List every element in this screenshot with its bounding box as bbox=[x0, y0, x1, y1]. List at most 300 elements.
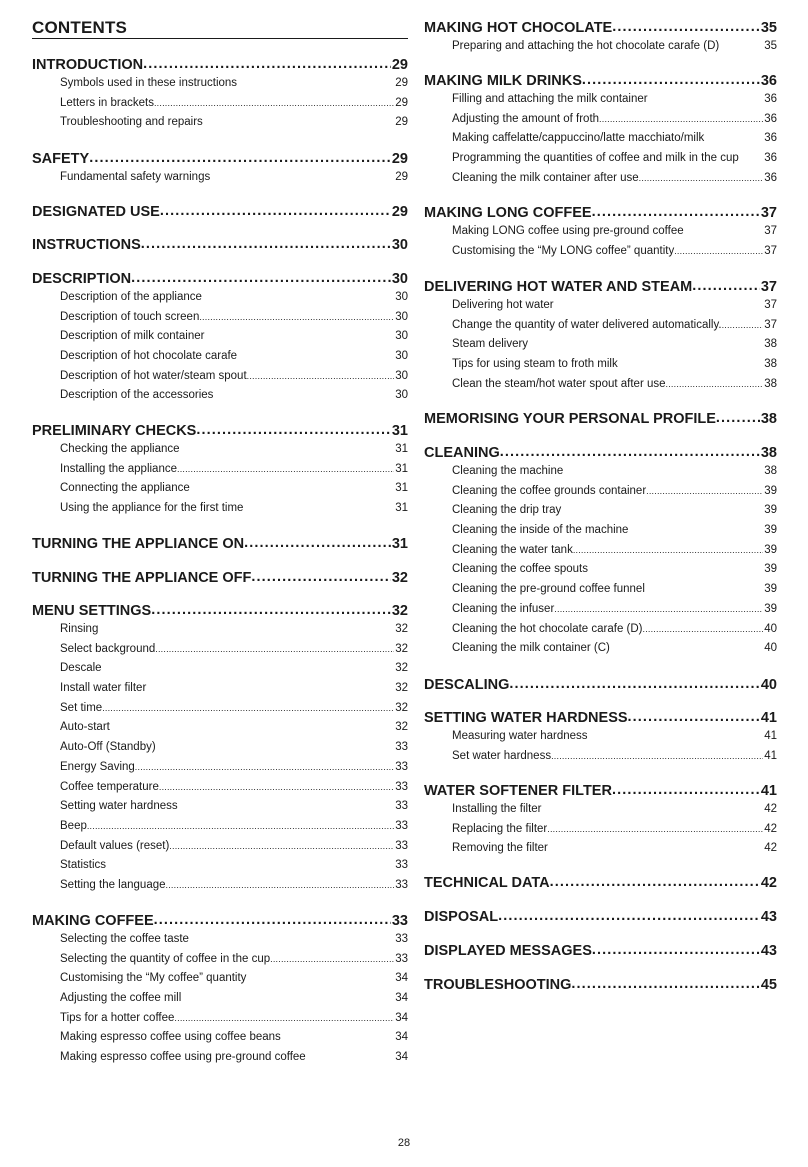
toc-entry[interactable] bbox=[32, 74, 408, 94]
entry-label: Cleaning the drip tray bbox=[452, 504, 562, 517]
entry-label: Programming the quantities of coffee and milk in the cup bbox=[452, 152, 739, 165]
toc-entry[interactable] bbox=[424, 169, 777, 189]
toc-heading[interactable] bbox=[32, 201, 408, 221]
dot-leader bbox=[571, 974, 759, 989]
toc-entry[interactable] bbox=[32, 327, 408, 347]
dot-leader bbox=[178, 798, 395, 810]
dot-leader bbox=[573, 541, 763, 553]
toc-section-safety bbox=[32, 148, 408, 188]
dot-leader bbox=[110, 719, 394, 731]
toc-entry[interactable] bbox=[424, 747, 777, 767]
dot-leader bbox=[87, 817, 394, 829]
toc-section-making-long-coffee bbox=[424, 202, 777, 261]
page-ref: 32 bbox=[395, 682, 408, 695]
toc-section-menu-settings bbox=[32, 600, 408, 896]
dot-leader bbox=[102, 699, 394, 711]
entry-label: Cleaning the inside of the machine bbox=[452, 524, 629, 537]
page-ref: 33 bbox=[391, 912, 408, 929]
dot-leader bbox=[628, 707, 760, 722]
toc-entry[interactable] bbox=[424, 316, 777, 336]
dot-leader bbox=[180, 441, 395, 453]
entry-label: Set time bbox=[60, 701, 103, 714]
dot-leader bbox=[692, 276, 760, 291]
toc-entry[interactable] bbox=[32, 778, 408, 798]
page-ref: 31 bbox=[391, 535, 408, 552]
toc-heading[interactable] bbox=[32, 268, 408, 288]
section-heading-label: INSTRUCTIONS bbox=[32, 236, 141, 253]
toc-entry[interactable] bbox=[424, 110, 777, 130]
page-ref: 36 bbox=[764, 132, 777, 145]
dot-leader bbox=[213, 387, 394, 399]
dot-leader bbox=[704, 130, 763, 142]
dot-leader bbox=[237, 75, 394, 87]
toc-entry[interactable] bbox=[424, 580, 777, 600]
dot-leader bbox=[561, 502, 763, 514]
entry-label: Making LONG coffee using pre-ground coffee bbox=[452, 225, 684, 237]
dot-leader bbox=[306, 1049, 395, 1061]
toc-entry[interactable] bbox=[32, 930, 408, 950]
page-ref: 37 bbox=[764, 225, 777, 237]
toc-section-troubleshooting bbox=[424, 974, 777, 994]
page-ref: 29 bbox=[395, 96, 408, 109]
toc-heading[interactable] bbox=[424, 17, 777, 37]
dot-leader bbox=[554, 600, 763, 612]
page-ref: 30 bbox=[391, 270, 408, 287]
dot-leader bbox=[154, 94, 394, 106]
toc-entry[interactable] bbox=[424, 800, 777, 820]
section-heading-label: SETTING WATER HARDNESS bbox=[424, 709, 628, 726]
dot-leader bbox=[643, 620, 764, 632]
entry-label: Cleaning the machine bbox=[452, 465, 564, 477]
page-ref: 39 bbox=[764, 583, 777, 596]
toc-heading[interactable] bbox=[424, 780, 777, 800]
dot-leader bbox=[281, 1029, 394, 1041]
entry-label: Clean the steam/hot water spout after use bbox=[452, 377, 666, 390]
entry-label: Change the quantity of water delivered automatically. bbox=[452, 318, 722, 331]
toc-heading[interactable] bbox=[32, 148, 408, 168]
entry-label: Connecting the appliance bbox=[60, 482, 190, 495]
toc-heading[interactable] bbox=[32, 420, 408, 440]
dot-leader bbox=[247, 367, 395, 379]
entry-label: Cleaning the milk container (C) bbox=[452, 642, 610, 655]
dot-leader bbox=[588, 561, 763, 573]
section-heading-label: MAKING MILK DRINKS bbox=[424, 72, 582, 89]
toc-entry[interactable] bbox=[424, 727, 777, 747]
dot-leader bbox=[645, 581, 763, 593]
dot-leader bbox=[550, 872, 760, 887]
toc-section-descaling bbox=[424, 674, 777, 694]
toc-heading[interactable] bbox=[424, 906, 777, 926]
dot-leader bbox=[154, 910, 391, 925]
page-ref: 41 bbox=[760, 709, 777, 726]
page-ref: 30 bbox=[395, 310, 408, 323]
section-heading-label: DESCALING bbox=[424, 676, 510, 693]
toc-section-water-softener-filter bbox=[424, 780, 777, 859]
entry-label: Cleaning the pre-ground coffee funnel bbox=[452, 583, 645, 596]
page-ref: 29 bbox=[391, 150, 408, 167]
toc-entry[interactable] bbox=[32, 659, 408, 679]
entry-label: Installing the appliance bbox=[60, 462, 177, 475]
toc-entry[interactable] bbox=[424, 375, 777, 395]
toc-heading[interactable] bbox=[32, 54, 408, 74]
entry-label: Rinsing bbox=[60, 623, 99, 635]
entry-label: Letters in brackets bbox=[60, 96, 154, 109]
dot-leader bbox=[166, 876, 395, 888]
toc-heading[interactable] bbox=[32, 600, 408, 620]
page-ref: 38 bbox=[764, 358, 777, 371]
entry-label: Description of milk container bbox=[60, 330, 205, 343]
page-ref: 38 bbox=[764, 377, 777, 390]
dot-leader bbox=[106, 857, 394, 869]
page-ref: 30 bbox=[395, 330, 408, 343]
toc-entry[interactable] bbox=[32, 347, 408, 367]
page-ref: 37 bbox=[764, 299, 777, 311]
entry-label: Auto-Off (Standby) bbox=[60, 741, 156, 754]
page-ref: 45 bbox=[760, 976, 777, 993]
toc-section-making-milk-drinks bbox=[424, 70, 777, 188]
dot-leader bbox=[189, 931, 394, 943]
page-ref: 33 bbox=[395, 780, 408, 793]
toc-entry[interactable] bbox=[32, 797, 408, 817]
toc-entry[interactable] bbox=[32, 386, 408, 406]
toc-entry[interactable] bbox=[424, 482, 777, 502]
toc-entry[interactable] bbox=[32, 876, 408, 896]
page-ref: 29 bbox=[391, 56, 408, 73]
dot-leader bbox=[563, 463, 763, 475]
entry-label: Install water filter bbox=[60, 682, 147, 695]
entry-label: Description of the appliance bbox=[60, 291, 202, 303]
entry-label: Cleaning the hot chocolate carafe (D) bbox=[452, 622, 643, 635]
page-ref: 30 bbox=[395, 350, 408, 363]
toc-entry[interactable] bbox=[32, 367, 408, 387]
entry-label: Steam delivery bbox=[452, 338, 529, 351]
toc-entry[interactable] bbox=[424, 541, 777, 561]
dot-leader bbox=[237, 348, 394, 360]
entry-label: Selecting the quantity of coffee in the cup bbox=[60, 952, 271, 965]
toc-heading[interactable] bbox=[424, 408, 777, 428]
toc-entry[interactable] bbox=[32, 640, 408, 660]
toc-section-making-hot-chocolate bbox=[424, 17, 777, 57]
dot-leader bbox=[251, 567, 390, 582]
toc-entry[interactable] bbox=[424, 521, 777, 541]
section-heading-label: MAKING COFFEE bbox=[32, 912, 154, 929]
toc-entry[interactable] bbox=[424, 222, 777, 242]
dot-leader bbox=[648, 91, 764, 103]
dot-leader bbox=[160, 201, 391, 216]
toc-entry[interactable] bbox=[424, 600, 777, 620]
entry-label: Replacing the filter bbox=[452, 822, 548, 835]
toc-entry[interactable] bbox=[32, 989, 408, 1009]
toc-entry[interactable] bbox=[32, 1009, 408, 1029]
section-heading-label: MAKING HOT CHOCOLATE bbox=[424, 19, 613, 36]
page-ref: 42 bbox=[764, 822, 777, 835]
page-ref: 38 bbox=[760, 444, 777, 461]
dot-leader bbox=[246, 970, 394, 982]
page-ref: 41 bbox=[760, 782, 777, 799]
section-heading-label: MENU SETTINGS bbox=[32, 602, 152, 619]
page-ref: 39 bbox=[764, 563, 777, 576]
toc-heading[interactable] bbox=[32, 533, 408, 553]
section-heading-label: MEMORISING YOUR PERSONAL PROFILE bbox=[424, 410, 716, 427]
toc-entry[interactable] bbox=[424, 90, 777, 110]
toc-section-delivering-hot-water-and-steam bbox=[424, 276, 777, 394]
page-ref: 32 bbox=[395, 662, 408, 675]
page-ref: 29 bbox=[395, 116, 408, 129]
toc-entry[interactable] bbox=[32, 308, 408, 328]
toc-entry[interactable] bbox=[424, 501, 777, 521]
dot-leader bbox=[181, 990, 394, 1002]
section-heading-label: DESIGNATED USE bbox=[32, 203, 160, 220]
page-ref: 38 bbox=[764, 338, 777, 351]
page-ref: 33 bbox=[395, 933, 408, 945]
dot-leader bbox=[612, 780, 760, 795]
toc-entry[interactable] bbox=[32, 168, 408, 188]
page-ref: 37 bbox=[760, 204, 777, 221]
page-ref: 29 bbox=[395, 77, 408, 89]
toc-entry[interactable] bbox=[424, 335, 777, 355]
page-ref: 31 bbox=[391, 422, 408, 439]
entry-label: Cleaning the coffee grounds container bbox=[452, 484, 647, 497]
toc-section-memorising-your-personal-profile bbox=[424, 408, 777, 428]
entry-label: Installing the filter bbox=[452, 803, 542, 815]
entry-label: Filling and attaching the milk container bbox=[452, 93, 648, 105]
toc-section-making-coffee bbox=[32, 910, 408, 1068]
entry-label: Adjusting the amount of froth bbox=[452, 112, 600, 125]
page-ref: 31 bbox=[395, 482, 408, 495]
toc-entry[interactable] bbox=[32, 460, 408, 480]
toc-entry[interactable] bbox=[32, 738, 408, 758]
toc-entry[interactable] bbox=[32, 1028, 408, 1048]
entry-label: Description of hot water/steam spout bbox=[60, 369, 247, 382]
entry-label: Default values (reset) bbox=[60, 839, 170, 852]
section-heading-label: DESCRIPTION bbox=[32, 270, 132, 287]
dot-leader bbox=[89, 148, 391, 163]
dot-leader bbox=[204, 328, 394, 340]
page-ref: 32 bbox=[395, 642, 408, 655]
dot-leader bbox=[102, 660, 395, 672]
entry-label: Making espresso coffee using pre-ground coffee bbox=[60, 1051, 306, 1064]
entry-label: Customising the “My LONG coffee” quantity bbox=[452, 244, 675, 257]
entry-label: Removing the filter bbox=[452, 842, 548, 855]
page-ref: 32 bbox=[391, 569, 408, 586]
page-ref: 39 bbox=[764, 484, 777, 497]
page-ref: 41 bbox=[764, 749, 777, 762]
page-ref: 41 bbox=[764, 730, 777, 742]
toc-section-displayed-messages bbox=[424, 940, 777, 960]
toc-entry[interactable] bbox=[32, 620, 408, 640]
toc-entry[interactable] bbox=[32, 94, 408, 114]
toc-entry[interactable] bbox=[424, 560, 777, 580]
page-ref: 32 bbox=[395, 721, 408, 734]
toc-section-cleaning bbox=[424, 442, 777, 659]
toc-entry[interactable] bbox=[32, 718, 408, 738]
dot-leader bbox=[646, 482, 763, 494]
dot-leader bbox=[151, 600, 391, 615]
entry-label: Making caffelatte/cappuccino/latte macchiato/milk bbox=[452, 132, 705, 145]
entry-label: Troubleshooting and repairs bbox=[60, 116, 203, 129]
dot-leader bbox=[210, 169, 394, 181]
toc-entry[interactable] bbox=[424, 242, 777, 262]
toc-entry[interactable] bbox=[32, 837, 408, 857]
dot-leader bbox=[674, 242, 763, 254]
toc-entry[interactable] bbox=[32, 113, 408, 133]
dot-leader bbox=[135, 758, 394, 770]
page-ref: 32 bbox=[395, 623, 408, 635]
toc-entry[interactable] bbox=[32, 288, 408, 308]
section-heading-label: DISPLAYED MESSAGES bbox=[424, 942, 592, 959]
toc-heading[interactable] bbox=[32, 234, 408, 254]
dot-leader bbox=[498, 906, 760, 921]
entry-label: Adjusting the coffee mill bbox=[60, 992, 182, 1005]
page-ref: 38 bbox=[760, 410, 777, 427]
dot-leader bbox=[169, 837, 394, 849]
section-heading-label: DELIVERING HOT WATER AND STEAM bbox=[424, 278, 693, 295]
toc-entry[interactable] bbox=[424, 37, 777, 57]
dot-leader bbox=[190, 480, 394, 492]
page-ref: 31 bbox=[395, 502, 408, 515]
dot-leader bbox=[739, 150, 763, 162]
page-ref: 40 bbox=[760, 676, 777, 693]
toc-heading[interactable] bbox=[32, 567, 408, 587]
dot-leader bbox=[500, 442, 760, 457]
page-ref: 30 bbox=[395, 389, 408, 402]
page-ref: 33 bbox=[395, 952, 408, 965]
entry-label: Description of touch screen bbox=[60, 310, 200, 323]
toc-entry[interactable] bbox=[32, 856, 408, 876]
dot-leader bbox=[722, 316, 764, 328]
toc-entry[interactable] bbox=[32, 969, 408, 989]
toc-entry[interactable] bbox=[424, 820, 777, 840]
page-ref: 36 bbox=[764, 112, 777, 125]
toc-entry[interactable] bbox=[32, 479, 408, 499]
page-ref: 39 bbox=[764, 504, 777, 517]
dot-leader bbox=[612, 17, 760, 32]
toc-heading[interactable] bbox=[424, 707, 777, 727]
toc-section-introduction bbox=[32, 54, 408, 133]
toc-entry[interactable] bbox=[424, 149, 777, 169]
toc-entry[interactable] bbox=[424, 462, 777, 482]
entry-label: Checking the appliance bbox=[60, 443, 180, 455]
dot-leader bbox=[719, 38, 763, 50]
page-ref: 36 bbox=[764, 93, 777, 105]
page-ref: 34 bbox=[395, 1051, 408, 1064]
page-ref: 34 bbox=[395, 992, 408, 1005]
section-heading-label: TROUBLESHOOTING bbox=[424, 976, 572, 993]
toc-heading[interactable] bbox=[424, 70, 777, 90]
entry-label: Cleaning the coffee spouts bbox=[452, 563, 588, 576]
toc-heading[interactable] bbox=[424, 940, 777, 960]
dot-leader bbox=[156, 739, 395, 751]
entry-label: Selecting the coffee taste bbox=[60, 933, 189, 945]
dot-leader bbox=[203, 114, 394, 126]
page-ref: 35 bbox=[764, 40, 777, 52]
entry-label: Coffee temperature bbox=[60, 780, 159, 793]
toc-heading[interactable] bbox=[32, 910, 408, 930]
dot-leader bbox=[592, 940, 760, 955]
page-ref: 35 bbox=[760, 19, 777, 36]
page-ref: 36 bbox=[760, 72, 777, 89]
page-ref: 43 bbox=[760, 942, 777, 959]
entry-label: Beep bbox=[60, 819, 87, 832]
dot-leader bbox=[666, 375, 764, 387]
toc-heading[interactable] bbox=[424, 872, 777, 892]
page-ref: 29 bbox=[391, 203, 408, 220]
section-heading-label: TURNING THE APPLIANCE ON bbox=[32, 535, 245, 552]
toc-entry[interactable] bbox=[424, 620, 777, 640]
section-heading-label: PRELIMINARY CHECKS bbox=[32, 422, 197, 439]
dot-leader bbox=[716, 408, 760, 423]
toc-entry[interactable] bbox=[32, 817, 408, 837]
entry-label: Description of the accessories bbox=[60, 389, 214, 402]
entry-label: Descale bbox=[60, 662, 102, 675]
page-ref: 33 bbox=[395, 800, 408, 813]
toc-section-setting-water-hardness bbox=[424, 707, 777, 766]
dot-leader bbox=[143, 54, 391, 69]
page-ref: 36 bbox=[764, 152, 777, 165]
entry-label: Measuring water hardness bbox=[452, 730, 588, 742]
toc-section-technical-data bbox=[424, 872, 777, 892]
page-ref: 33 bbox=[395, 878, 408, 891]
section-heading-label: DISPOSAL bbox=[424, 908, 499, 925]
toc-heading[interactable] bbox=[424, 974, 777, 994]
page-ref: 32 bbox=[395, 701, 408, 714]
toc-heading[interactable] bbox=[424, 442, 777, 462]
dot-leader bbox=[639, 169, 764, 181]
entry-label: Energy Saving bbox=[60, 760, 135, 773]
page-ref: 33 bbox=[395, 839, 408, 852]
toc-entry[interactable] bbox=[32, 440, 408, 460]
dot-leader bbox=[628, 522, 763, 534]
page-ref: 30 bbox=[395, 291, 408, 303]
toc-entry[interactable] bbox=[32, 1048, 408, 1068]
toc-entry[interactable] bbox=[32, 499, 408, 519]
section-heading-label: SAFETY bbox=[32, 150, 90, 167]
toc-heading[interactable] bbox=[424, 202, 777, 222]
page-ref: 32 bbox=[391, 602, 408, 619]
page-ref: 37 bbox=[764, 244, 777, 257]
toc-heading[interactable] bbox=[424, 276, 777, 296]
toc-entry[interactable] bbox=[32, 950, 408, 970]
page-ref: 34 bbox=[395, 1031, 408, 1044]
toc-entry[interactable] bbox=[424, 839, 777, 859]
entry-label: Preparing and attaching the hot chocolate carafe (D) bbox=[452, 40, 720, 52]
page-ref: 30 bbox=[395, 369, 408, 382]
page-ref: 33 bbox=[395, 741, 408, 754]
section-heading-label: TECHNICAL DATA bbox=[424, 874, 550, 891]
toc-entry[interactable] bbox=[32, 699, 408, 719]
dot-leader bbox=[177, 460, 394, 472]
toc-entry[interactable] bbox=[424, 129, 777, 149]
toc-entry[interactable] bbox=[32, 679, 408, 699]
toc-entry[interactable] bbox=[424, 639, 777, 659]
page-ref: 39 bbox=[764, 543, 777, 556]
dot-leader bbox=[509, 674, 759, 689]
section-heading-label: MAKING LONG COFFEE bbox=[424, 204, 592, 221]
dot-leader bbox=[684, 223, 764, 235]
entry-label: Select background bbox=[60, 642, 156, 655]
toc-heading[interactable] bbox=[424, 674, 777, 694]
page-ref: 29 bbox=[395, 171, 408, 183]
dot-leader bbox=[528, 336, 763, 348]
page-ref: 37 bbox=[760, 278, 777, 295]
dot-leader bbox=[610, 640, 763, 652]
toc-entry[interactable] bbox=[424, 296, 777, 316]
toc-entry[interactable] bbox=[424, 355, 777, 375]
entry-label: Symbols used in these instructions bbox=[60, 77, 238, 89]
toc-entry[interactable] bbox=[32, 758, 408, 778]
dot-leader bbox=[244, 533, 391, 548]
entry-label: Making espresso coffee using coffee beans bbox=[60, 1031, 281, 1044]
